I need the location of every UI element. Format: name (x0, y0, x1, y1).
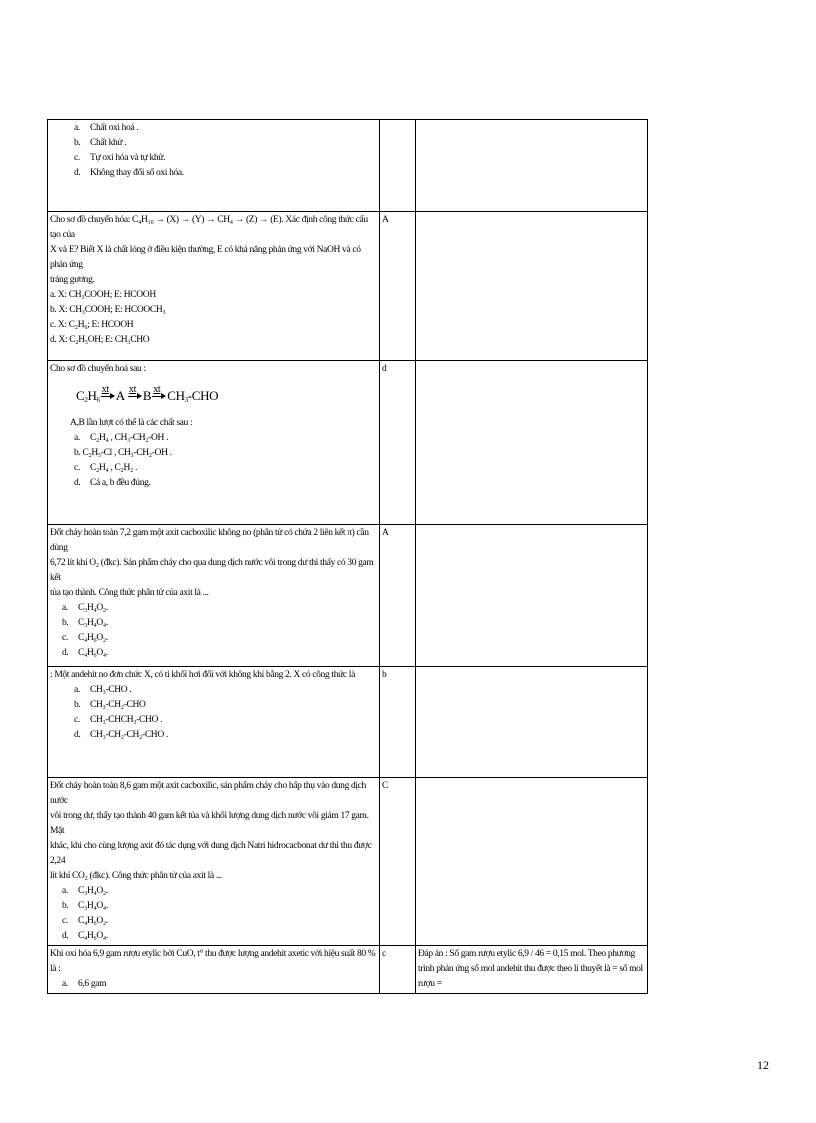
table-row (48, 525, 648, 667)
option: b. Chất khử . (74, 138, 127, 148)
explanation-cell (416, 525, 648, 667)
option: b. C₃H₄O₄. (62, 618, 108, 628)
answer-cell: A (380, 525, 416, 667)
table-row (48, 778, 648, 946)
option: d. CH₃-CH₂-CH₂-CHO . (74, 730, 168, 740)
question-cell: Cho sơ đồ chuyển hóa: C₄H₁₀ → (X) → (Y) → CH₄ → (Z) → (E). Xác định công thức cấu tạo của X và E? Biết X là chất lỏng ở điều kiện thường, E có khả năng phản ứng với NaOH và có phản ứng tráng gương. a. X: CH₃COOH; E: HCOOH b. X: CH₃COOH; E: HCOOCH₃ c. X: C₂H₆; E: HCOOH d. X: C₂H₅OH; E: CH₃CHO (48, 212, 380, 361)
option: a. 6,6 gam (62, 979, 107, 989)
table-row (48, 361, 648, 525)
table-row (48, 946, 648, 994)
answer-cell: c (380, 946, 416, 994)
question-cell: Cho sơ đồ chuyển hoá sau : $C_2H_6$ xt A xt B xt $CH_3$-CHO A,B lần lượt có thể là các chất sau : a. C₂H₄ , CH₃-CH₂-OH . b. C₂H₅-Cl , CH₃-CH₂-OH . c. C₂H₄ , C₂H₂ . d. Cả a, b đều đúng. (48, 361, 380, 525)
arrow-icon: xt (128, 385, 142, 407)
answer-cell (380, 120, 416, 212)
explanation-cell (416, 667, 648, 778)
explanation-cell (416, 361, 648, 525)
option: d. Không thay đổi số oxi hóa. (74, 168, 184, 178)
table-row (48, 120, 648, 212)
answer-cell: A (380, 212, 416, 361)
option: b. C₃H₄O₄. (62, 901, 108, 911)
option: c. CH₃-CHCH₃-CHO . (74, 715, 163, 725)
arrow-icon: xt (101, 385, 115, 407)
question-cell: Khi oxi hóa 6,9 gam rượu etylic bởi CuO, t° thu được lượng andehit axetic với hiệu suất 80 % là : a. 6,6 gam (48, 946, 380, 994)
question-cell: Đốt cháy hoàn toàn 7,2 gam một axit cacboxilic không no (phân tử có chứa 2 liên kết π) cần dùng 6,72 lít khí O₂ (đkc). Sản phẩm cháy cho qua dung dịch nước vôi trong dư thì thấy có 30 gam kết tủa tạo thành. Công thức phân tử của axit là ... a. C₃H₄O₂. b. C₃H₄O₄. c. C₄H₆O₂. d. C₄H₆O₄. (48, 525, 380, 667)
answer-cell: C (380, 778, 416, 946)
page-number: 12 (757, 1058, 769, 1072)
explanation-cell (416, 212, 648, 361)
option: d. C₄H₆O₄. (62, 648, 108, 658)
option: c. C₂H₄ , C₂H₂ . (74, 463, 137, 473)
answer-cell: b (380, 667, 416, 778)
option: c. C₄H₆O₂. (62, 633, 108, 643)
option: b. C₂H₅-Cl , CH₃-CH₂-OH . (74, 448, 172, 458)
question-cell: : Một andehit no đơn chức X, có tỉ khối hơi đối với không khí bằng 2. X có công thức là a. CH₃-CHO . b. CH₃-CH₂-CHO c. CH₃-CHCH₃-CHO . d. CH₃-CH₂-CH₂-CHO . (48, 667, 380, 778)
option: a. Chất oxi hoá . (74, 123, 139, 133)
option: b. CH₃-CH₂-CHO (74, 700, 146, 710)
explanation-cell: Đáp án : Số gam rượu etylic 6,9 / 46 = 0,15 mol. Theo phương trình phản ứng số mol andehit thu được theo lí thuyết là = số mol rượu = (416, 946, 648, 994)
question-table (47, 119, 648, 994)
answer-cell: d (380, 361, 416, 525)
option: a. C₃H₄O₂. (62, 603, 108, 613)
option: c. C₄H₆O₂. (62, 916, 108, 926)
option: a. C₂H₄ , CH₃-CH₂-OH . (74, 433, 169, 443)
explanation-cell (416, 120, 648, 212)
option: d. C₄H₆O₄. (62, 931, 108, 941)
table-row (48, 667, 648, 778)
explanation-cell (416, 778, 648, 946)
reaction-chain: $C_2H_6$ xt A xt B xt $CH_3$-CHO (50, 385, 377, 407)
option: d. Cả a, b đều đúng. (74, 478, 151, 488)
option: a. C₃H₄O₂. (62, 886, 108, 896)
question-cell: Đốt cháy hoàn toàn 8,6 gam một axit cacboxilic, sản phẩm cháy cho hấp thụ vào dung dịch nước vôi trong dư, thấy tạo thành 40 gam kết tủa và khối lượng dung dịch nước vôi giảm 17 gam. Mặt khác, khi cho cùng lượng axit đó tác dụng với dung dịch Natri hidrocacbonat dư thì thu được 2,24 lít khí CO₂ (đkc). Công thức phân tử của axit là ... a. C₃H₄O₂. b. C₃H₄O₄. c. C₄H₆O₂. d. C₄H₆O₄. (48, 778, 380, 946)
question-cell (48, 120, 380, 212)
option: c. Tự oxi hóa và tự khử. (74, 153, 166, 163)
option: a. CH₃-CHO . (74, 685, 132, 695)
arrow-icon: xt (152, 385, 166, 407)
table-row (48, 212, 648, 361)
